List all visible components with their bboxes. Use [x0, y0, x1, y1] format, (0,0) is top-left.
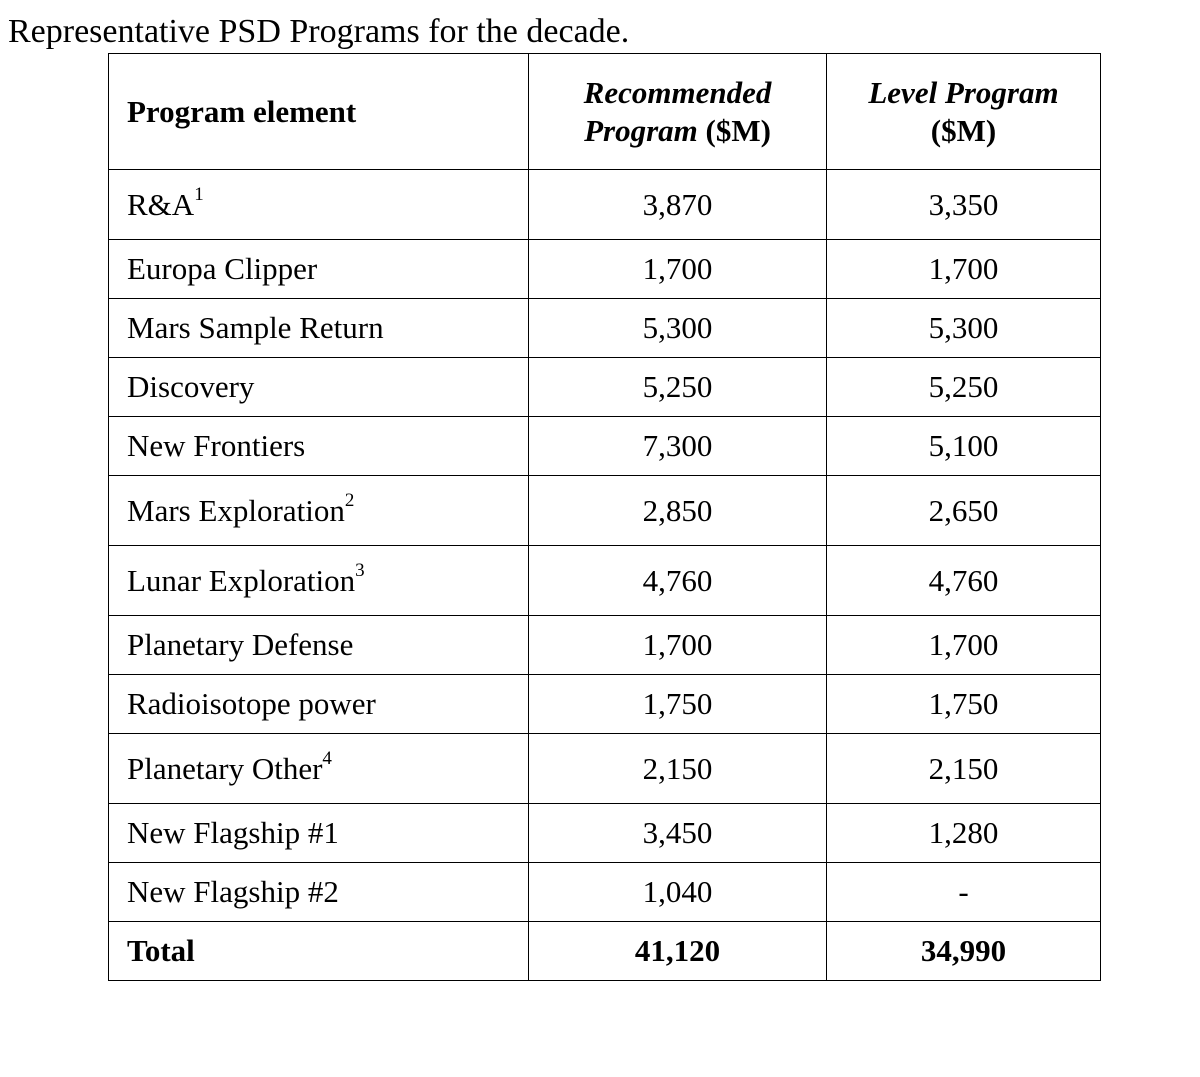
program-name: Europa Clipper — [109, 240, 529, 299]
level-value: - — [827, 863, 1101, 922]
level-value: 2,150 — [827, 734, 1101, 804]
table-row — [109, 734, 1101, 804]
level-value: 1,750 — [827, 675, 1101, 734]
recommended-value: 3,450 — [529, 804, 827, 863]
recommended-value: 4,760 — [529, 546, 827, 616]
table-row — [109, 417, 1101, 476]
header-recommended-line1: Recommended — [583, 74, 772, 110]
footnote-marker: 3 — [355, 560, 365, 582]
table-row — [109, 358, 1101, 417]
program-name: R&A — [127, 186, 195, 222]
table-row — [109, 616, 1101, 675]
total-row — [109, 922, 1101, 981]
document-title: Representative PSD Programs for the decade. — [8, 13, 630, 50]
level-value: 3,350 — [827, 170, 1101, 240]
program-name: Discovery — [109, 358, 529, 417]
header-recommended-program — [529, 54, 827, 170]
table-row — [109, 170, 1101, 240]
program-name-cell — [109, 476, 529, 546]
header-program-element: Program element — [109, 54, 529, 170]
recommended-value: 1,700 — [529, 616, 827, 675]
level-value: 4,760 — [827, 546, 1101, 616]
recommended-value: 1,750 — [529, 675, 827, 734]
program-name-cell — [109, 170, 529, 240]
program-name-cell — [109, 546, 529, 616]
recommended-value: 1,040 — [529, 863, 827, 922]
program-name: New Flagship #2 — [109, 863, 529, 922]
total-label: Total — [109, 922, 529, 981]
footnote-marker: 1 — [194, 184, 204, 206]
program-name: Mars Exploration — [127, 492, 345, 528]
total-recommended-value: 41,120 — [529, 922, 827, 981]
recommended-value: 5,250 — [529, 358, 827, 417]
header-recommended-unit: ($M) — [697, 112, 771, 148]
level-value: 1,700 — [827, 240, 1101, 299]
recommended-value: 2,150 — [529, 734, 827, 804]
header-level-program — [827, 54, 1101, 170]
level-value: 5,250 — [827, 358, 1101, 417]
recommended-value: 5,300 — [529, 299, 827, 358]
table-row — [109, 675, 1101, 734]
recommended-value: 7,300 — [529, 417, 827, 476]
table-row — [109, 863, 1101, 922]
footnote-marker: 4 — [322, 748, 332, 770]
recommended-value: 3,870 — [529, 170, 827, 240]
table-row — [109, 240, 1101, 299]
level-value: 1,700 — [827, 616, 1101, 675]
level-value: 1,280 — [827, 804, 1101, 863]
program-name: Planetary Defense — [109, 616, 529, 675]
recommended-value: 2,850 — [529, 476, 827, 546]
level-value: 5,100 — [827, 417, 1101, 476]
footnote-marker: 2 — [344, 490, 355, 512]
total-level-value: 34,990 — [827, 922, 1101, 981]
header-recommended-line2: Program — [584, 112, 698, 148]
program-name: New Flagship #1 — [109, 804, 529, 863]
program-name: Lunar Exploration — [127, 562, 356, 598]
program-name: Mars Sample Return — [109, 299, 529, 358]
table-row — [109, 546, 1101, 616]
level-value: 2,650 — [827, 476, 1101, 546]
table-row — [109, 299, 1101, 358]
table-row — [109, 804, 1101, 863]
program-name: Planetary Other — [127, 750, 323, 786]
header-level-line1: Level Program — [868, 74, 1059, 110]
program-name: New Frontiers — [109, 417, 529, 476]
level-value: 5,300 — [827, 299, 1101, 358]
program-name-cell — [109, 734, 529, 804]
program-name: Radioisotope power — [109, 675, 529, 734]
table-header-row — [109, 54, 1101, 170]
header-level-unit: ($M) — [930, 112, 997, 148]
table-row — [109, 476, 1101, 546]
budget-table — [108, 53, 1101, 981]
recommended-value: 1,700 — [529, 240, 827, 299]
